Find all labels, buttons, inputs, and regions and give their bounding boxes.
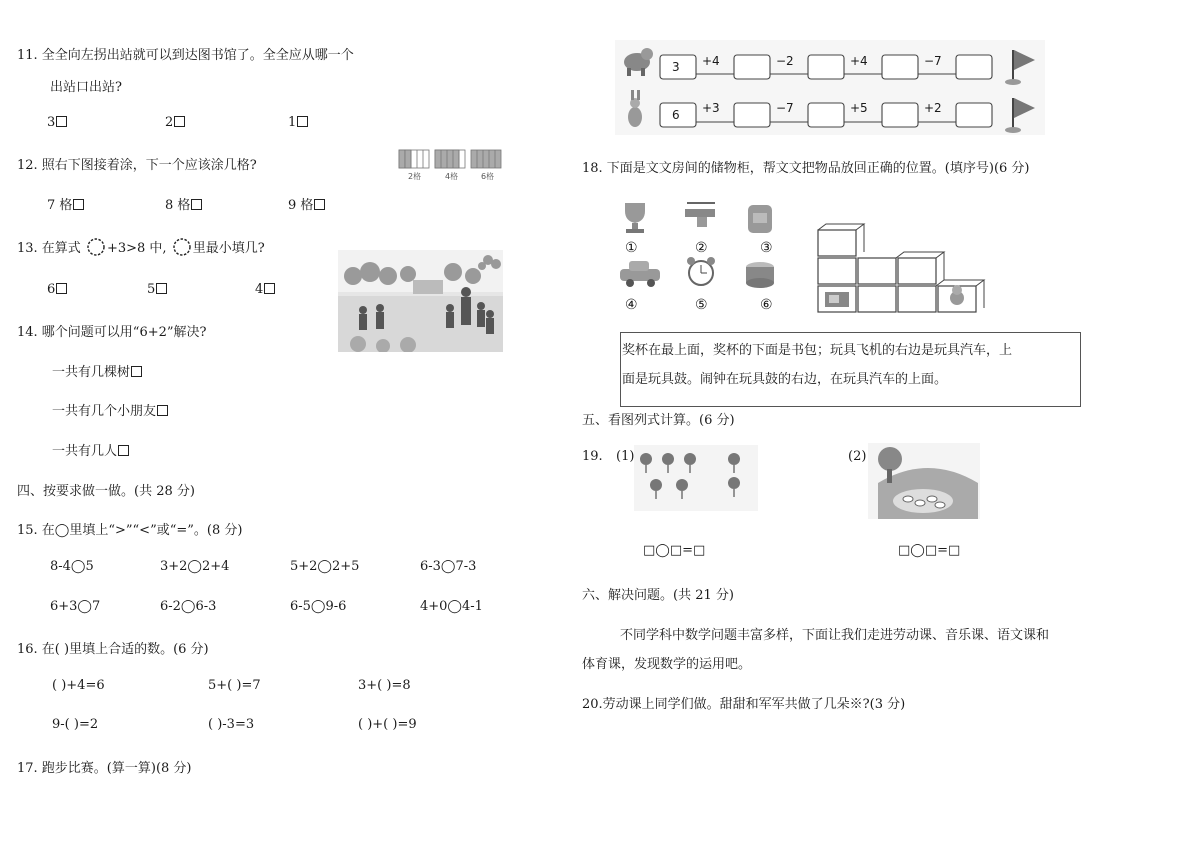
q16-item[interactable]: ( )+4=6 [52, 678, 105, 693]
q14-text: 14. 哪个问题可以用“6+2”解决? [17, 325, 207, 340]
q15-item[interactable]: 6+3◯7 [50, 599, 101, 614]
checkbox[interactable] [191, 199, 202, 210]
q11-line2: 出站口出站? [50, 80, 122, 95]
race-row1-op: +4 [702, 54, 720, 68]
schoolbag-icon [748, 205, 772, 233]
q11-option-2[interactable]: 2 [165, 115, 185, 130]
item-number: ⑥ [760, 297, 773, 313]
clover-picture [634, 445, 758, 511]
q20-text: 20.劳动课上同学们做。甜甜和军军共做了几朵※?(3 分) [582, 697, 906, 712]
q14-option-children[interactable]: 一共有几个小朋友 [52, 400, 168, 419]
q16-item[interactable]: 3+( )=8 [358, 678, 411, 693]
race-row2-op: +3 [702, 101, 720, 115]
q16-text: 16. 在( )里填上合适的数。(6 分) [17, 642, 209, 657]
q13-option-6[interactable]: 6 [47, 282, 67, 297]
checkbox[interactable] [73, 199, 84, 210]
section-6-intro-line2: 体育课，发现数学的运用吧。 [582, 657, 752, 672]
q16-item[interactable]: ( )-3=3 [208, 717, 255, 732]
section-6-intro-line1: 不同学科中数学问题丰富多样，下面让我们走进劳动课、音乐课、语文课和 [620, 628, 1050, 643]
item-number: ⑤ [695, 297, 708, 313]
toy-airplane-icon [685, 203, 715, 227]
q13-option-4[interactable]: 4 [255, 282, 275, 297]
q15-item[interactable]: 8-4◯5 [50, 559, 94, 574]
q12-fig-label-2: 4格 [445, 172, 459, 181]
race-row1-op: −7 [924, 54, 942, 68]
q16-item[interactable]: 9-( )=2 [52, 717, 99, 732]
checkbox[interactable] [156, 283, 167, 294]
q15-item[interactable]: 6-2◯6-3 [160, 599, 217, 614]
race-row2-op: +5 [850, 101, 868, 115]
section-6-heading: 六、解决问题。(共 21 分) [582, 588, 734, 603]
q11-option-3[interactable]: 3 [47, 115, 67, 130]
race-row1-op: +4 [850, 54, 868, 68]
item-number: ③ [760, 240, 773, 256]
q15-text: 15. 在◯里填上“>”“<”或“=”。(8 分) [17, 523, 243, 538]
q18-desc-line2: 面是玩具鼓。闹钟在玩具鼓的右边，在玩具汽车的上面。 [622, 372, 948, 387]
q13-option-5[interactable]: 5 [147, 282, 167, 297]
q14-option-trees[interactable]: 一共有几棵树 [52, 361, 142, 380]
swans-lake-picture [868, 443, 980, 519]
q15-item[interactable]: 3+2◯2+4 [160, 559, 230, 574]
item-number: ② [695, 240, 708, 256]
q18-text: 18. 下面是文文房间的储物柜，帮文文把物品放回正确的位置。(填序号)(6 分) [582, 161, 1030, 176]
q11-option-1[interactable]: 1 [288, 115, 308, 130]
checkbox[interactable] [118, 445, 129, 456]
item-number: ④ [625, 297, 638, 313]
race-row1-start: 3 [672, 60, 680, 74]
q12-option-8[interactable]: 8 格 [165, 194, 202, 213]
park-children-picture [338, 250, 503, 352]
item-number: ① [625, 240, 638, 256]
race-row2-op: −7 [776, 101, 794, 115]
checkbox[interactable] [56, 283, 67, 294]
q14-option-people[interactable]: 一共有几人 [52, 440, 129, 459]
q12-fig-label-1: 2格 [408, 172, 422, 181]
alarm-clock-icon [687, 257, 715, 285]
q18-desc-line1: 奖杯在最上面，奖杯的下面是书包；玩具飞机的右边是玩具汽车，上 [622, 343, 1013, 358]
checkbox[interactable] [174, 116, 185, 127]
q12-text: 12. 照右下图接着涂，下一个应该涂几格? [17, 158, 257, 173]
section-4-heading: 四、按要求做一做。(共 28 分) [17, 484, 195, 499]
race-row2-op: +2 [924, 101, 942, 115]
q11-line1: 11. 全全向左拐出站就可以到达图书馆了。全全应从哪一个 [17, 48, 354, 63]
checkbox[interactable] [157, 405, 168, 416]
checkbox[interactable] [297, 116, 308, 127]
q19-part2-label: (2) [848, 449, 867, 464]
race-row2-start: 6 [672, 108, 680, 122]
q12-option-9[interactable]: 9 格 [288, 194, 325, 213]
q15-item[interactable]: 4+0◯4-1 [420, 599, 483, 614]
q13-text: 13. 在算式 +3>8 中, 里最小填几? [17, 237, 265, 257]
q15-item[interactable]: 6-3◯7-3 [420, 559, 477, 574]
q12-fig-label-3: 6格 [481, 172, 495, 181]
q19-answer-1[interactable]: □◯□=□ [643, 543, 706, 558]
q19-answer-2[interactable]: □◯□=□ [898, 543, 961, 558]
flower-blank-icon[interactable] [85, 237, 107, 257]
q16-item[interactable]: ( )+( )=9 [358, 717, 417, 732]
q12-option-7[interactable]: 7 格 [47, 194, 84, 213]
checkbox[interactable] [264, 283, 275, 294]
trophy-icon [625, 203, 645, 233]
q19-part1-label: (1) [616, 449, 635, 464]
q16-item[interactable]: 5+( )=7 [208, 678, 261, 693]
checkbox[interactable] [56, 116, 67, 127]
section-5-heading: 五、看图列式计算。(6 分) [582, 413, 735, 428]
toy-car-icon [620, 261, 660, 287]
toy-drum-icon [746, 262, 774, 288]
checkbox[interactable] [131, 366, 142, 377]
q15-item[interactable]: 6-5◯9-6 [290, 599, 347, 614]
q17-text: 17. 跑步比赛。(算一算)(8 分) [17, 761, 192, 776]
radio-toy-icon [825, 292, 849, 307]
storage-cabinet-figure [812, 222, 987, 314]
q19-number: 19. [582, 449, 603, 464]
checkbox[interactable] [314, 199, 325, 210]
race-row1-op: −2 [776, 54, 794, 68]
flower-blank-icon [171, 237, 193, 257]
q15-item[interactable]: 5+2◯2+5 [290, 559, 360, 574]
